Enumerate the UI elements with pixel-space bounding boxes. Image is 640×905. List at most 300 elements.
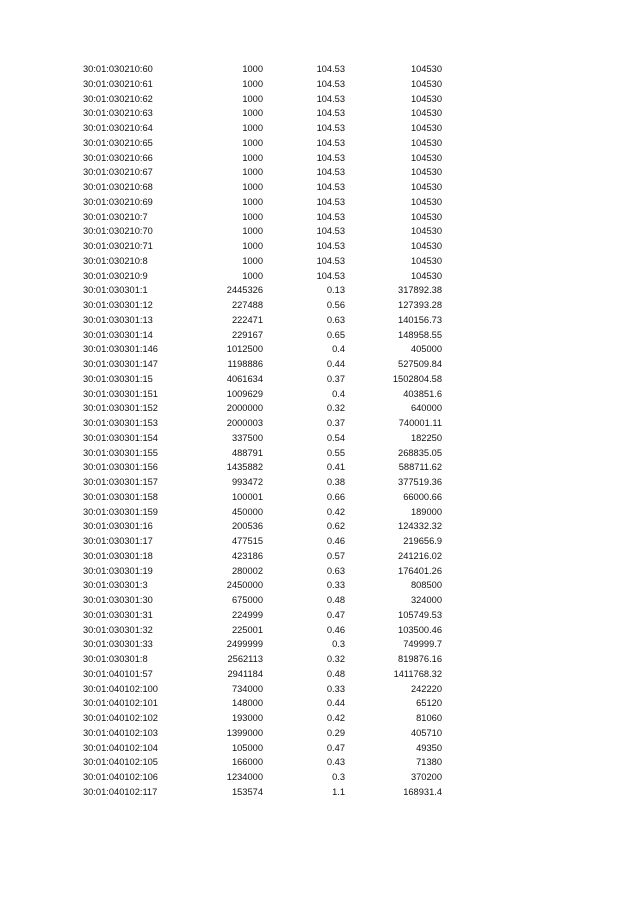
table-row <box>0 254 442 269</box>
value-cell: 104530 <box>410 255 442 266</box>
row-margin <box>0 564 83 579</box>
row-margin <box>0 711 83 726</box>
cadastral-number-cell: 30:01:030210:71 <box>83 241 153 251</box>
rate-cell: 104.53 <box>316 241 345 251</box>
area-cell: 2499999 <box>226 639 263 650</box>
area-cell: 1198886 <box>227 359 263 369</box>
cadastral-number-cell: 30:01:040102:105 <box>83 757 158 768</box>
area-cell: 1000 <box>242 78 263 89</box>
cadastral-number-cell: 30:01:040102:101 <box>83 698 158 709</box>
area-cell: 993472 <box>231 477 263 487</box>
area-cell: 1000 <box>242 255 263 266</box>
rate-cell: 104.53 <box>316 270 345 281</box>
area-cell: 734000 <box>231 683 263 694</box>
value-cell: 104530 <box>410 64 442 74</box>
area-cell: 1000 <box>242 108 263 119</box>
table-row <box>0 564 442 579</box>
area-cell: 488791 <box>231 447 263 458</box>
row-margin <box>0 224 83 239</box>
rate-cell: 0.42 <box>326 713 345 723</box>
area-cell: 200536 <box>231 521 263 532</box>
row-margin <box>0 682 83 697</box>
table-row <box>0 92 442 107</box>
value-cell: 104530 <box>410 78 442 89</box>
row-margin <box>0 254 83 269</box>
table-row <box>0 446 442 461</box>
value-cell: 127393.28 <box>398 300 442 310</box>
value-cell: 168931.4 <box>403 786 442 797</box>
table-row <box>0 77 442 92</box>
table-row <box>0 372 442 387</box>
rate-cell: 0.46 <box>326 624 345 635</box>
value-cell: 148958.55 <box>398 329 442 340</box>
table-row <box>0 637 442 652</box>
area-cell: 166000 <box>231 757 263 768</box>
table-row <box>0 62 442 77</box>
row-margin <box>0 534 83 549</box>
value-cell: 189000 <box>410 506 442 517</box>
cadastral-number-cell: 30:01:030301:158 <box>83 491 158 502</box>
area-cell: 105000 <box>231 742 263 753</box>
row-margin <box>0 328 83 343</box>
rate-cell: 0.44 <box>326 359 345 369</box>
area-cell: 1000 <box>242 211 263 222</box>
area-cell: 280002 <box>231 565 263 576</box>
area-cell: 477515 <box>231 536 263 546</box>
cadastral-number-cell: 30:01:040102:103 <box>83 727 158 738</box>
table-row <box>0 342 442 357</box>
value-cell: 104530 <box>410 137 442 148</box>
table-row <box>0 475 442 490</box>
row-margin <box>0 195 83 210</box>
rate-cell: 0.38 <box>326 477 345 487</box>
value-cell: 140156.73 <box>398 314 442 325</box>
cadastral-number-cell: 30:01:030301:152 <box>83 403 158 414</box>
rate-cell: 104.53 <box>316 182 345 192</box>
row-margin <box>0 505 83 520</box>
row-margin <box>0 460 83 475</box>
value-cell: 317892.38 <box>398 285 442 296</box>
row-margin <box>0 726 83 741</box>
cadastral-number-cell: 30:01:030210:62 <box>83 93 153 104</box>
rate-cell: 0.43 <box>326 757 345 768</box>
rate-cell: 0.56 <box>326 300 345 310</box>
cadastral-number-cell: 30:01:030210:61 <box>83 78 153 89</box>
value-cell: 104530 <box>410 241 442 251</box>
rate-cell: 0.41 <box>326 462 345 473</box>
area-cell: 2000000 <box>226 403 263 414</box>
row-margin <box>0 298 83 313</box>
row-margin <box>0 637 83 652</box>
area-cell: 1000 <box>242 226 263 237</box>
value-cell: 527509.84 <box>398 359 442 369</box>
rate-cell: 0.37 <box>326 418 345 428</box>
cadastral-number-cell: 30:01:040102:102 <box>83 713 158 723</box>
row-margin <box>0 770 83 785</box>
cadastral-number-cell: 30:01:030301:8 <box>83 654 148 664</box>
value-cell: 405710 <box>410 727 442 738</box>
cadastral-number-cell: 30:01:030301:18 <box>83 550 153 561</box>
value-cell: 65120 <box>416 698 442 709</box>
rate-cell: 0.33 <box>326 683 345 694</box>
value-cell: 749999.7 <box>403 639 442 650</box>
row-margin <box>0 283 83 298</box>
rate-cell: 104.53 <box>316 152 345 163</box>
rate-cell: 0.47 <box>326 609 345 620</box>
value-cell: 104530 <box>410 182 442 192</box>
area-cell: 675000 <box>231 595 263 605</box>
cadastral-number-cell: 30:01:030301:147 <box>83 359 158 369</box>
cadastral-number-cell: 30:01:030210:7 <box>83 211 148 222</box>
area-cell: 4061634 <box>226 373 263 384</box>
value-cell: 377519.36 <box>398 477 442 487</box>
value-cell: 182250 <box>410 432 442 443</box>
row-margin <box>0 593 83 608</box>
value-cell: 71380 <box>416 757 442 768</box>
rate-cell: 0.57 <box>326 550 345 561</box>
cadastral-number-cell: 30:01:030301:15 <box>83 373 153 384</box>
value-cell: 640000 <box>410 403 442 414</box>
row-margin <box>0 608 83 623</box>
area-cell: 222471 <box>231 314 263 325</box>
cadastral-number-cell: 30:01:030210:66 <box>83 152 153 163</box>
table-row <box>0 741 442 756</box>
cadastral-number-cell: 30:01:030210:8 <box>83 255 148 266</box>
cadastral-number-cell: 30:01:030301:19 <box>83 565 153 576</box>
area-cell: 1000 <box>242 123 263 133</box>
rate-cell: 0.33 <box>326 580 345 591</box>
table-row <box>0 328 442 343</box>
rate-cell: 0.32 <box>326 403 345 414</box>
rate-cell: 0.63 <box>326 314 345 325</box>
rate-cell: 0.4 <box>332 388 345 399</box>
cadastral-number-cell: 30:01:030301:12 <box>83 300 153 310</box>
cadastral-number-cell: 30:01:030301:30 <box>83 595 153 605</box>
row-margin <box>0 121 83 136</box>
row-margin <box>0 77 83 92</box>
table-row <box>0 770 442 785</box>
table-row <box>0 269 442 284</box>
table-row <box>0 136 442 151</box>
row-margin <box>0 652 83 667</box>
cadastral-number-cell: 30:01:040101:57 <box>83 668 153 679</box>
area-cell: 423186 <box>231 550 263 561</box>
table-row <box>0 726 442 741</box>
value-cell: 405000 <box>410 344 442 355</box>
row-margin <box>0 180 83 195</box>
area-cell: 2450000 <box>226 580 263 591</box>
table-row <box>0 460 442 475</box>
cadastral-number-cell: 30:01:030301:1 <box>83 285 148 296</box>
rate-cell: 0.3 <box>332 639 345 650</box>
rate-cell: 104.53 <box>316 255 345 266</box>
area-cell: 1000 <box>242 196 263 207</box>
rate-cell: 0.29 <box>326 727 345 738</box>
cadastral-number-cell: 30:01:030301:154 <box>83 432 158 443</box>
area-cell: 148000 <box>231 698 263 709</box>
area-cell: 1000 <box>242 167 263 178</box>
table-row <box>0 239 442 254</box>
value-cell: 104530 <box>410 123 442 133</box>
rate-cell: 104.53 <box>316 93 345 104</box>
row-margin <box>0 446 83 461</box>
table-row <box>0 106 442 121</box>
cadastral-number-cell: 30:01:030301:151 <box>83 388 158 399</box>
table-row <box>0 505 442 520</box>
value-cell: 104530 <box>410 211 442 222</box>
area-cell: 1435882 <box>226 462 263 473</box>
row-margin <box>0 151 83 166</box>
table-row <box>0 652 442 667</box>
value-cell: 104530 <box>410 167 442 178</box>
row-margin <box>0 549 83 564</box>
cadastral-number-cell: 30:01:030301:153 <box>83 418 158 428</box>
area-cell: 1000 <box>242 270 263 281</box>
table-row <box>0 623 442 638</box>
table-row <box>0 519 442 534</box>
value-cell: 241216.02 <box>398 550 442 561</box>
area-cell: 2941184 <box>227 668 263 679</box>
table-row <box>0 151 442 166</box>
area-cell: 1000 <box>242 152 263 163</box>
row-margin <box>0 755 83 770</box>
area-cell: 1012500 <box>226 344 263 355</box>
cadastral-number-cell: 30:01:030210:67 <box>83 167 153 178</box>
value-cell: 103500.46 <box>398 624 442 635</box>
value-cell: 1502804.58 <box>392 373 442 384</box>
row-margin <box>0 578 83 593</box>
rate-cell: 104.53 <box>316 108 345 119</box>
value-cell: 268835.05 <box>398 447 442 458</box>
cadastral-number-cell: 30:01:030301:17 <box>83 536 153 546</box>
cadastral-number-cell: 30:01:030210:9 <box>83 270 148 281</box>
table-row <box>0 180 442 195</box>
cadastral-number-cell: 30:01:030301:3 <box>83 580 148 591</box>
row-margin <box>0 401 83 416</box>
row-margin <box>0 372 83 387</box>
rate-cell: 0.55 <box>326 447 345 458</box>
row-margin <box>0 106 83 121</box>
cadastral-number-cell: 30:01:030210:70 <box>83 226 153 237</box>
value-cell: 819876.16 <box>398 654 442 664</box>
cadastral-number-cell: 30:01:030301:14 <box>83 329 153 340</box>
table-row <box>0 121 442 136</box>
value-cell: 403851.6 <box>403 388 442 399</box>
rate-cell: 0.48 <box>326 595 345 605</box>
table-row <box>0 490 442 505</box>
table-row <box>0 785 442 800</box>
row-margin <box>0 519 83 534</box>
cadastral-number-cell: 30:01:030301:155 <box>83 447 158 458</box>
area-cell: 337500 <box>231 432 263 443</box>
value-cell: 740001.11 <box>398 418 442 428</box>
rate-cell: 104.53 <box>316 167 345 178</box>
table-row <box>0 283 442 298</box>
value-cell: 104530 <box>410 152 442 163</box>
value-cell: 242220 <box>410 683 442 694</box>
rate-cell: 104.53 <box>316 211 345 222</box>
cadastral-number-cell: 30:01:030301:157 <box>83 477 158 487</box>
row-margin <box>0 136 83 151</box>
table-row <box>0 431 442 446</box>
cadastral-number-cell: 30:01:030210:69 <box>83 196 153 207</box>
table-row <box>0 534 442 549</box>
value-cell: 370200 <box>410 772 442 782</box>
rate-cell: 0.54 <box>326 432 345 443</box>
rate-cell: 0.4 <box>332 344 345 355</box>
table-row <box>0 387 442 402</box>
table-row <box>0 608 442 623</box>
row-margin <box>0 667 83 682</box>
row-margin <box>0 741 83 756</box>
area-cell: 2445326 <box>226 285 263 296</box>
cadastral-number-cell: 30:01:030301:16 <box>83 521 153 532</box>
table-row <box>0 696 442 711</box>
rate-cell: 0.42 <box>326 506 345 517</box>
row-margin <box>0 623 83 638</box>
area-cell: 1399000 <box>226 727 263 738</box>
rate-cell: 0.62 <box>326 521 345 532</box>
area-cell: 1000 <box>242 182 263 192</box>
area-cell: 1009629 <box>226 388 263 399</box>
table-row <box>0 755 442 770</box>
value-cell: 104530 <box>410 226 442 237</box>
cadastral-number-cell: 30:01:030210:60 <box>83 64 153 74</box>
area-cell: 1000 <box>242 93 263 104</box>
row-margin <box>0 92 83 107</box>
table-row <box>0 313 442 328</box>
row-margin <box>0 490 83 505</box>
value-cell: 176401.26 <box>398 565 442 576</box>
value-cell: 104530 <box>410 108 442 119</box>
area-cell: 1234000 <box>226 772 263 782</box>
table-row <box>0 667 442 682</box>
cadastral-number-cell: 30:01:030210:68 <box>83 182 153 192</box>
row-margin <box>0 357 83 372</box>
cadastral-number-cell: 30:01:030301:159 <box>83 506 158 517</box>
spreadsheet-page <box>0 62 640 800</box>
row-margin <box>0 210 83 225</box>
value-cell: 104530 <box>410 270 442 281</box>
value-cell: 105749.53 <box>398 609 442 620</box>
cadastral-number-cell: 30:01:040102:117 <box>83 786 158 797</box>
table-row <box>0 298 442 313</box>
value-cell: 1411768.32 <box>393 668 442 679</box>
cadastral-number-cell: 30:01:030301:13 <box>83 314 153 325</box>
rate-cell: 104.53 <box>316 123 345 133</box>
value-cell: 104530 <box>410 93 442 104</box>
value-cell: 81060 <box>416 713 442 723</box>
rate-cell: 0.65 <box>326 329 345 340</box>
row-margin <box>0 475 83 490</box>
rate-cell: 0.32 <box>326 654 345 664</box>
area-cell: 450000 <box>231 506 263 517</box>
cadastral-number-cell: 30:01:030210:64 <box>83 123 153 133</box>
cadastral-number-cell: 30:01:030210:65 <box>83 137 153 148</box>
cadastral-number-cell: 30:01:040102:104 <box>83 742 158 753</box>
cadastral-number-cell: 30:01:040102:106 <box>83 772 158 782</box>
table-row <box>0 416 442 431</box>
cadastral-number-cell: 30:01:030301:146 <box>83 344 158 355</box>
row-margin <box>0 387 83 402</box>
cadastral-number-cell: 30:01:030301:31 <box>83 609 153 620</box>
table-row <box>0 224 442 239</box>
value-cell: 49350 <box>416 742 442 753</box>
row-margin <box>0 431 83 446</box>
area-cell: 1000 <box>242 137 263 148</box>
rate-cell: 104.53 <box>316 78 345 89</box>
area-cell: 153574 <box>231 786 263 797</box>
rate-cell: 0.37 <box>326 373 345 384</box>
rate-cell: 1.1 <box>332 786 345 797</box>
row-margin <box>0 165 83 180</box>
table-body <box>0 62 442 800</box>
row-margin <box>0 696 83 711</box>
rate-cell: 104.53 <box>316 137 345 148</box>
area-cell: 229167 <box>231 329 263 340</box>
row-margin <box>0 313 83 328</box>
row-margin <box>0 239 83 254</box>
cadastral-number-cell: 30:01:030301:156 <box>83 462 158 473</box>
rate-cell: 104.53 <box>316 226 345 237</box>
table-row <box>0 195 442 210</box>
area-cell: 2562113 <box>227 654 263 664</box>
table-row <box>0 357 442 372</box>
area-cell: 224999 <box>231 609 263 620</box>
table-row <box>0 165 442 180</box>
area-cell: 1000 <box>242 241 263 251</box>
area-cell: 227488 <box>231 300 263 310</box>
rate-cell: 104.53 <box>316 196 345 207</box>
cadastral-number-cell: 30:01:040102:100 <box>83 683 158 694</box>
rate-cell: 0.63 <box>326 565 345 576</box>
table-row <box>0 401 442 416</box>
row-margin <box>0 269 83 284</box>
value-cell: 808500 <box>410 580 442 591</box>
rate-cell: 0.3 <box>332 772 345 782</box>
rate-cell: 0.46 <box>326 536 345 546</box>
row-margin <box>0 62 83 77</box>
rate-cell: 0.66 <box>326 491 345 502</box>
table-row <box>0 593 442 608</box>
area-cell: 2000003 <box>226 418 263 428</box>
value-cell: 66000.66 <box>403 491 442 502</box>
rate-cell: 0.44 <box>326 698 345 709</box>
value-cell: 104530 <box>410 196 442 207</box>
cadastral-number-cell: 30:01:030301:33 <box>83 639 153 650</box>
cadastral-number-cell: 30:01:030210:63 <box>83 108 153 119</box>
cadastral-number-cell: 30:01:030301:32 <box>83 624 153 635</box>
value-cell: 588711.62 <box>398 462 442 473</box>
row-margin <box>0 342 83 357</box>
value-cell: 219656.9 <box>403 536 442 546</box>
rate-cell: 104.53 <box>316 64 345 74</box>
table-row <box>0 549 442 564</box>
row-margin <box>0 785 83 800</box>
rate-cell: 0.47 <box>326 742 345 753</box>
value-cell: 324000 <box>410 595 442 605</box>
row-margin <box>0 416 83 431</box>
rate-cell: 0.13 <box>326 285 345 296</box>
table-row <box>0 210 442 225</box>
rate-cell: 0.48 <box>326 668 345 679</box>
area-cell: 100001 <box>231 491 263 502</box>
table-row <box>0 711 442 726</box>
area-cell: 225001 <box>231 624 263 635</box>
data-table <box>0 62 442 800</box>
area-cell: 1000 <box>242 64 263 74</box>
area-cell: 193000 <box>231 713 263 723</box>
